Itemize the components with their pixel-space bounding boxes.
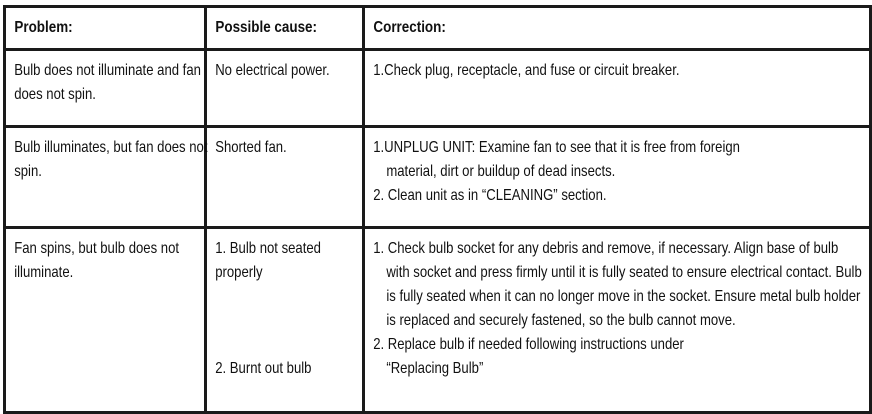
correction-cell bbox=[364, 228, 871, 413]
header-correction-label: Correction: bbox=[373, 19, 446, 36]
problem-cell bbox=[5, 127, 206, 228]
correction-step: 1. Check bulb socket for any debris and remove, if necessary. Align base of bulb with socket and press firmly until it is fully seated to ensure electrical contact. Bulb is fully seated when it can no longer move in the socket. Ensure metal bulb holder is replaced and securely fastened, so the bulb cannot move. bbox=[373, 240, 862, 329]
header-correction bbox=[364, 7, 871, 50]
cause-text: No electrical power. bbox=[215, 62, 330, 79]
correction-step: 2. Clean unit as in “CLEANING” section. bbox=[373, 187, 607, 204]
problem-cell bbox=[5, 50, 206, 127]
problem-text: Fan spins, but bulb does not illuminate. bbox=[14, 240, 180, 281]
header-cause-label: Possible cause: bbox=[215, 19, 318, 36]
cause-spacer bbox=[215, 285, 370, 357]
cause-cell bbox=[206, 127, 364, 228]
header-problem-label: Problem: bbox=[14, 19, 73, 36]
troubleshooting-table-container bbox=[3, 5, 869, 412]
cause-cell bbox=[206, 50, 364, 127]
header-problem bbox=[5, 7, 206, 50]
correction-cell bbox=[364, 50, 871, 127]
correction-step: 1.UNPLUG UNIT: Examine fan to see that it is free from foreign material, dirt or buildup of dead insects. bbox=[373, 139, 740, 180]
problem-text: Bulb does not illuminate and fan does not spin. bbox=[14, 62, 201, 103]
problem-cell bbox=[5, 228, 206, 413]
table-row bbox=[5, 127, 871, 228]
cause-cell bbox=[206, 228, 364, 413]
problem-text: Bulb illuminates, but fan does not spin. bbox=[14, 139, 208, 180]
table-row bbox=[5, 50, 871, 127]
cause-text: 1. Bulb not seated properly bbox=[215, 240, 321, 281]
correction-step: 1.Check plug, receptacle, and fuse or circuit breaker. bbox=[373, 62, 680, 79]
cause-text: 2. Burnt out bulb bbox=[215, 360, 312, 377]
correction-step: 2. Replace bulb if needed following instructions under “Replacing Bulb” bbox=[373, 336, 684, 377]
table-row bbox=[5, 228, 871, 413]
cause-text: Shorted fan. bbox=[215, 139, 287, 156]
troubleshooting-table bbox=[3, 5, 872, 414]
table-header-row bbox=[5, 7, 871, 50]
correction-cell bbox=[364, 127, 871, 228]
header-cause bbox=[206, 7, 364, 50]
